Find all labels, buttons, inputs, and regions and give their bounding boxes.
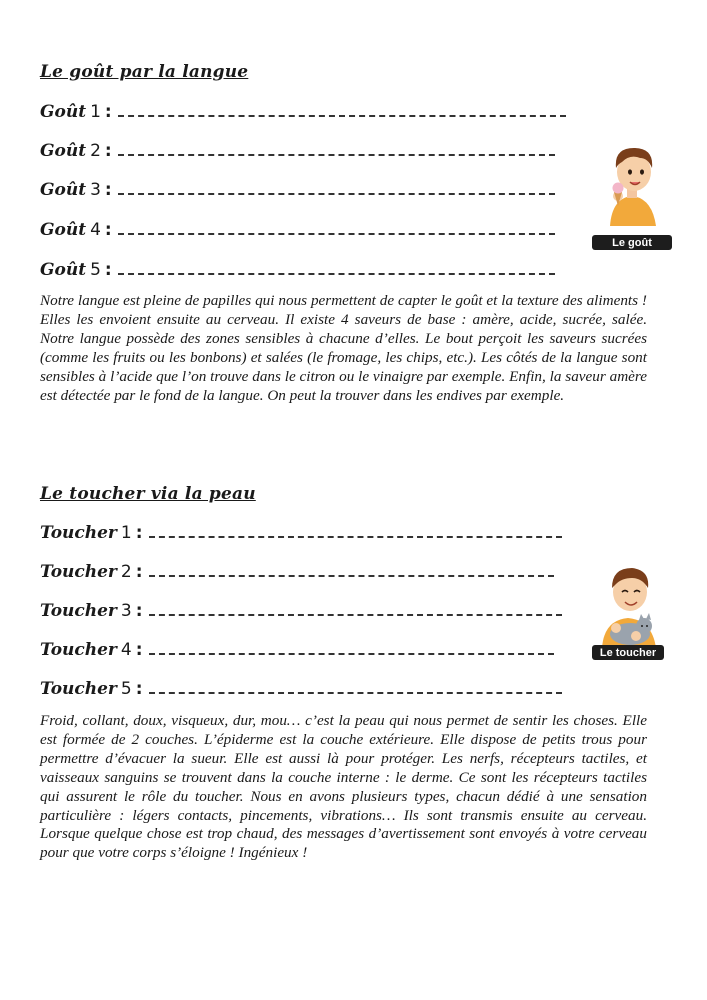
boy-petting-cat-icon [596,562,660,652]
touch-row-2 [40,558,554,582]
taste-answer-line-1[interactable] [118,115,566,117]
taste-row-label: Goût [40,102,87,122]
taste-badge: Le goût [592,235,672,250]
touch-row-number: 2 [120,562,132,582]
touch-row-number: 3 [120,601,132,621]
taste-paragraph: Notre langue est pleine de papilles qui nous permettent de capter le goût et la texture des aliments ! Elles les envoient ensuite au cerveau. Il existe 4 saveurs de base : amère, acide, sucrée, salée. Notre langue possède des zones sensibles à chacune d’elles. Le bout perçoit les saveurs sucrées (comme les fruits ou les bonbons) et salées (le fromage, les chips, etc.). Les côtés de la langue sont sensibles à l’acide que l’on trouve dans le citron ou le vinaigre par exemple. Enfin, la saveur amère est détectée par le fond de la langue. On peut la trouver dans les endives par exemple. [40,292,647,404]
touch-row-1 [40,519,562,543]
touch-row-label: Toucher [40,679,117,699]
taste-row-number: 2 [90,141,101,161]
touch-badge: Le toucher [592,645,664,660]
taste-row-number: 3 [90,180,101,200]
touch-row-colon: : [135,601,143,621]
touch-row-label: Toucher [40,562,117,582]
touch-row-label: Toucher [40,640,117,660]
touch-row-number: 1 [120,523,132,543]
taste-illustration [592,140,672,250]
taste-row-label: Goût [40,180,87,200]
taste-answer-line-5[interactable] [118,273,555,275]
touch-row-number: 5 [120,679,132,699]
taste-row-colon: : [104,141,112,161]
touch-row-3 [40,597,562,621]
touch-answer-line-3[interactable] [149,614,562,616]
taste-row-1 [40,98,566,122]
taste-row-4 [40,216,555,240]
touch-row-colon: : [135,523,143,543]
touch-paragraph: Froid, collant, doux, visqueux, dur, mou… c’est la peau qui nous permet de sentir les choses. Elle est formée de 2 couches. L’épiderme est la couche extérieure. Elle dispose de petits trous pour permettre d’évacuer la sueur. Elle est aussi là pour protéger. Les nerfs, récepteurs tactiles, et vaisseaux sanguins se trouvent dans la couche interne : le derme. Ce sont les récepteurs tactiles qui assurent le rôle du toucher. Nous en avons plusieurs types, chacun dédié à une sensation particulière : légers contacts, pincements, vibrations… Ils sont transmis ensuite au cerveau. Lorsque quelque chose est trop chaud, des messages d’avertissement sont envoyés à votre cerveau pour que votre corps s’éloigne ! Ingénieux ! [40,712,647,862]
taste-row-2 [40,137,555,161]
taste-row-label: Goût [40,141,87,161]
taste-row-5 [40,256,555,280]
taste-section-title: Le goût par la langue [40,62,249,82]
touch-row-number: 4 [120,640,132,660]
taste-row-number: 1 [90,102,101,122]
touch-section-title: Le toucher via la peau [40,484,256,504]
taste-answer-line-4[interactable] [118,233,555,235]
taste-row-number: 4 [90,220,101,240]
taste-row-colon: : [104,260,112,280]
taste-row-colon: : [104,102,112,122]
touch-illustration [592,562,664,672]
touch-answer-line-1[interactable] [149,536,562,538]
touch-row-label: Toucher [40,601,117,621]
taste-row-colon: : [104,180,112,200]
taste-row-label: Goût [40,260,87,280]
touch-row-colon: : [135,679,143,699]
touch-row-label: Toucher [40,523,117,543]
taste-row-3 [40,176,555,200]
taste-answer-line-2[interactable] [118,154,555,156]
taste-row-label: Goût [40,220,87,240]
touch-row-colon: : [135,640,143,660]
touch-answer-line-2[interactable] [149,575,554,577]
taste-row-colon: : [104,220,112,240]
touch-answer-line-4[interactable] [149,653,554,655]
touch-answer-line-5[interactable] [149,692,562,694]
taste-row-number: 5 [90,260,101,280]
boy-eating-ice-cream-icon [600,140,664,230]
touch-row-4 [40,636,554,660]
touch-row-colon: : [135,562,143,582]
touch-row-5 [40,675,562,699]
taste-answer-line-3[interactable] [118,193,555,195]
